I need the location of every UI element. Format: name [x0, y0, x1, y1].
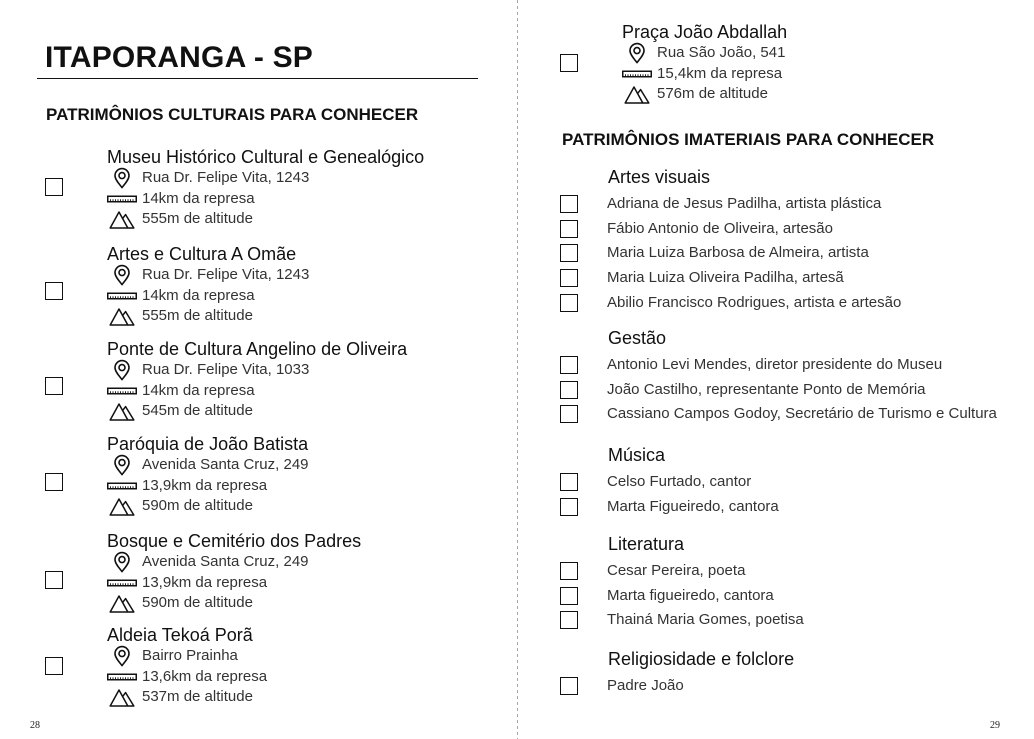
map-pin-icon — [107, 551, 137, 573]
place-details — [107, 243, 309, 327]
ruler-icon — [107, 482, 137, 490]
address-text: Rua Dr. Felipe Vita, 1243 — [142, 169, 310, 186]
place-item — [45, 338, 407, 422]
list-item-text: Antonio Levi Mendes, diretor presidente do Museu — [607, 356, 943, 374]
list-item — [560, 353, 997, 378]
ruler-icon — [622, 70, 652, 78]
altitude-row — [107, 593, 361, 614]
altitude-row — [107, 401, 407, 422]
list-item — [560, 241, 901, 266]
place-details — [107, 624, 267, 708]
place-details — [622, 21, 787, 105]
address-row — [107, 360, 407, 381]
distance-row — [622, 64, 787, 85]
place-details — [107, 338, 407, 422]
list-item-text: Padre João — [607, 677, 684, 695]
map-pin-icon — [107, 264, 137, 286]
altitude-row — [107, 306, 309, 327]
altitude-text: 537m de altitude — [142, 688, 253, 705]
list-item — [560, 495, 779, 520]
list-item-text: Adriana de Jesus Padilha, artista plástica — [607, 195, 882, 213]
place-details — [107, 146, 424, 230]
map-pin-icon — [107, 454, 137, 476]
item-checkbox[interactable] — [560, 473, 578, 491]
category-religiosidade-folclore — [560, 648, 794, 699]
list-item — [560, 217, 901, 242]
mountain-icon — [107, 209, 137, 229]
place-details — [107, 433, 309, 517]
item-checkbox[interactable] — [560, 195, 578, 213]
place-item — [45, 243, 309, 327]
map-pin-icon — [622, 42, 652, 64]
ruler-icon — [107, 579, 137, 587]
list-item-text: Marta Figueiredo, cantora — [607, 497, 779, 515]
item-checkbox[interactable] — [560, 587, 578, 605]
list-item — [560, 402, 997, 427]
place-checkbox[interactable] — [45, 178, 63, 196]
place-name: Artes e Cultura A Omãe — [107, 244, 297, 264]
list-item — [560, 192, 901, 217]
place-details — [107, 530, 361, 614]
item-checkbox[interactable] — [560, 611, 578, 629]
altitude-row — [107, 496, 309, 517]
category-musica — [560, 444, 779, 519]
altitude-text: 590m de altitude — [142, 497, 253, 514]
list-item-text: Marta figueiredo, cantora — [607, 586, 774, 604]
item-checkbox[interactable] — [560, 498, 578, 516]
list-item — [560, 470, 779, 495]
place-item — [45, 146, 424, 230]
address-text: Avenida Santa Cruz, 249 — [142, 456, 309, 473]
address-row — [107, 265, 309, 286]
list-item — [560, 608, 804, 633]
distance-text: 14km da represa — [142, 189, 255, 207]
place-item — [45, 624, 267, 708]
mountain-icon — [107, 401, 137, 421]
distance-text: 14km da represa — [142, 286, 255, 304]
address-row — [622, 43, 787, 64]
place-name: Bosque e Cemitério dos Padres — [107, 531, 362, 551]
mountain-icon — [107, 687, 137, 707]
place-name: Ponte de Cultura Angelino de Oliveira — [107, 339, 408, 359]
place-checkbox[interactable] — [45, 377, 63, 395]
place-name: Museu Histórico Cultural e Genealógico — [107, 147, 425, 167]
category-heading: Música — [608, 445, 666, 465]
place-checkbox[interactable] — [45, 571, 63, 589]
ruler-icon — [107, 292, 137, 300]
place-name: Aldeia Tekoá Porã — [107, 625, 253, 645]
address-row — [107, 552, 361, 573]
mountain-icon — [107, 306, 137, 326]
list-item-text: Fábio Antonio de Oliveira, artesão — [607, 219, 833, 237]
distance-text: 13,9km da represa — [142, 573, 268, 591]
ruler-icon — [107, 195, 137, 203]
category-artes-visuais — [560, 166, 901, 315]
altitude-row — [622, 84, 787, 105]
page-number: 29 — [990, 720, 1000, 731]
item-checkbox[interactable] — [560, 244, 578, 262]
distance-text: 14km da represa — [142, 381, 255, 399]
altitude-row — [107, 687, 267, 708]
category-literatura — [560, 533, 804, 633]
list-item — [560, 266, 901, 291]
right-page — [517, 0, 1034, 739]
place-checkbox[interactable] — [560, 54, 578, 72]
address-text: Bairro Prainha — [142, 647, 238, 664]
list-item-text: Maria Luiza Oliveira Padilha, artesã — [607, 269, 844, 287]
item-checkbox[interactable] — [560, 294, 578, 312]
distance-row — [107, 667, 267, 688]
place-checkbox[interactable] — [45, 657, 63, 675]
place-item — [45, 433, 309, 517]
altitude-row — [107, 209, 424, 230]
address-row — [107, 168, 424, 189]
altitude-text: 555m de altitude — [142, 307, 253, 324]
list-item-text: Celso Furtado, cantor — [607, 473, 752, 491]
place-checkbox[interactable] — [45, 473, 63, 491]
category-gestao — [560, 327, 997, 427]
map-pin-icon — [107, 167, 137, 189]
place-item — [560, 21, 787, 105]
item-checkbox[interactable] — [560, 220, 578, 238]
address-row — [107, 455, 309, 476]
mountain-icon — [107, 496, 137, 516]
place-name: Paróquia de João Batista — [107, 434, 309, 454]
map-pin-icon — [107, 645, 137, 667]
distance-row — [107, 381, 407, 402]
list-item-text: Cassiano Campos Godoy, Secretário de Turismo e Cultura — [607, 405, 997, 423]
mountain-icon — [622, 84, 652, 104]
place-name: Praça João Abdallah — [622, 22, 788, 42]
title-underline — [37, 78, 478, 79]
distance-row — [107, 573, 361, 594]
page-number: 28 — [30, 720, 40, 731]
ruler-icon — [107, 673, 137, 681]
address-row — [107, 646, 267, 667]
ruler-icon — [107, 387, 137, 395]
altitude-text: 590m de altitude — [142, 594, 253, 611]
list-item — [560, 559, 804, 584]
address-text: Rua São João, 541 — [657, 44, 786, 61]
map-pin-icon — [107, 359, 137, 381]
mountain-icon — [107, 593, 137, 613]
item-checkbox[interactable] — [560, 405, 578, 423]
distance-row — [107, 189, 424, 210]
list-item-text: Maria Luiza Barbosa de Almeira, artista — [607, 244, 869, 262]
address-text: Rua Dr. Felipe Vita, 1033 — [142, 361, 310, 378]
list-item — [560, 290, 901, 315]
item-checkbox[interactable] — [560, 677, 578, 695]
category-heading: Literatura — [608, 534, 685, 554]
distance-row — [107, 286, 309, 307]
list-item — [560, 378, 997, 403]
list-item-text: João Castilho, representante Ponto de Memória — [607, 380, 926, 398]
address-text: Avenida Santa Cruz, 249 — [142, 553, 309, 570]
place-item — [45, 530, 361, 614]
place-checkbox[interactable] — [45, 282, 63, 300]
list-item-text: Abilio Francisco Rodrigues, artista e artesão — [607, 293, 902, 311]
list-item-text: Cesar Pereira, poeta — [607, 562, 746, 580]
altitude-text: 545m de altitude — [142, 402, 253, 419]
distance-row — [107, 476, 309, 497]
item-checkbox[interactable] — [560, 356, 578, 374]
section-heading: PATRIMÔNIOS CULTURAIS PARA CONHECER — [46, 105, 419, 124]
category-heading: Religiosidade e folclore — [608, 649, 795, 669]
altitude-text: 576m de altitude — [657, 85, 768, 102]
category-heading: Artes visuais — [608, 167, 711, 187]
item-checkbox[interactable] — [560, 381, 578, 399]
list-item — [560, 674, 794, 699]
distance-text: 15,4km da represa — [657, 64, 783, 82]
address-text: Rua Dr. Felipe Vita, 1243 — [142, 266, 310, 283]
list-item — [560, 584, 804, 609]
distance-text: 13,6km da represa — [142, 667, 268, 685]
altitude-text: 555m de altitude — [142, 210, 253, 227]
page-title: ITAPORANGA - SP — [45, 41, 314, 74]
list-item-text: Thainá Maria Gomes, poetisa — [607, 611, 804, 629]
item-checkbox[interactable] — [560, 269, 578, 287]
category-heading: Gestão — [608, 328, 667, 348]
distance-text: 13,9km da represa — [142, 476, 268, 494]
section-heading: PATRIMÔNIOS IMATERIAIS PARA CONHECER — [562, 130, 935, 149]
item-checkbox[interactable] — [560, 562, 578, 580]
